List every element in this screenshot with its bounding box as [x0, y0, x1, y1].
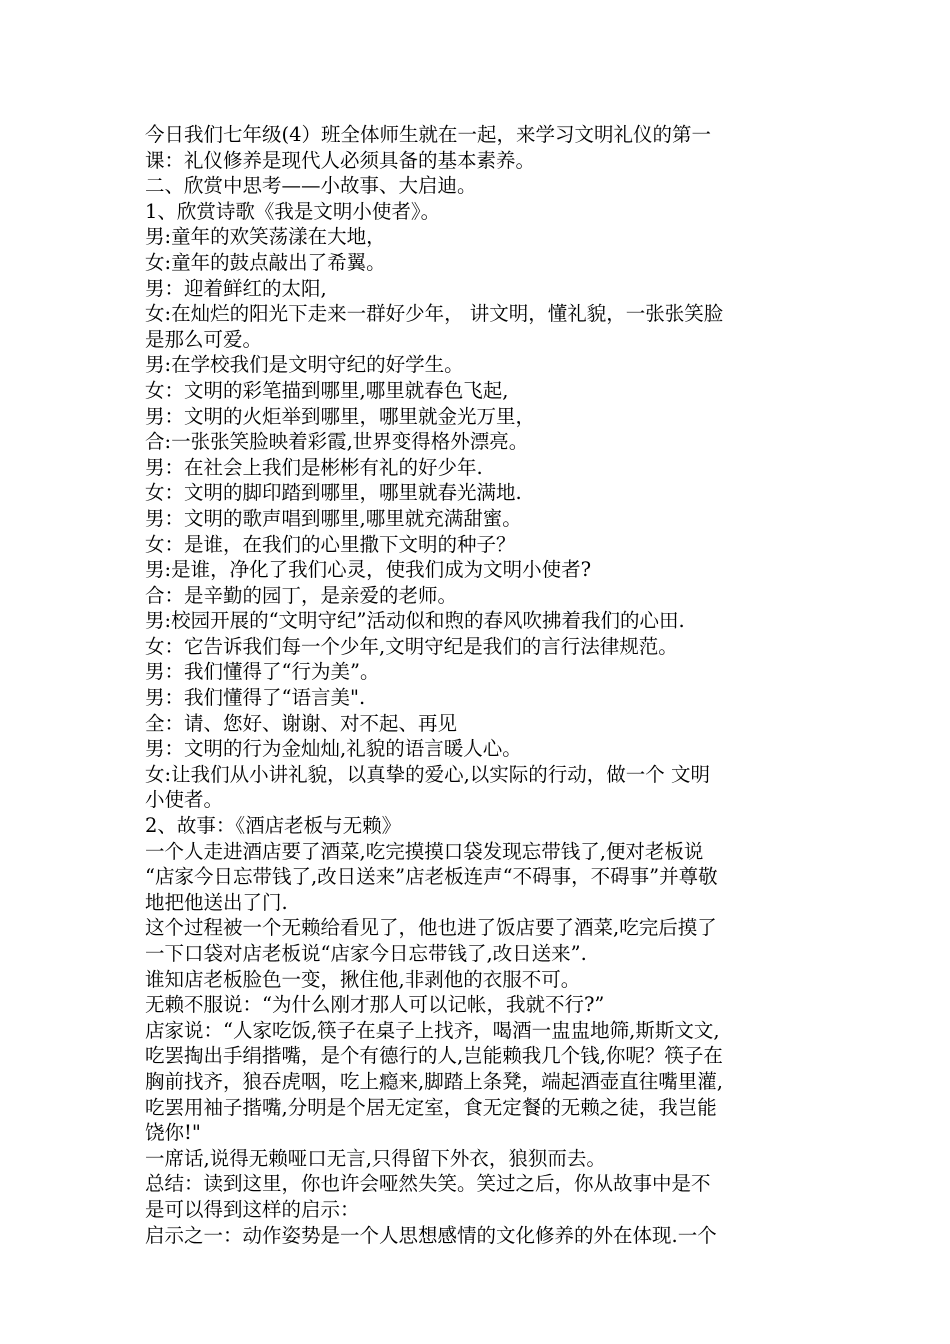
story-line: 地把他送出了门. — [145, 890, 288, 914]
story-line: 一席话,说得无赖哑口无言,只得留下外衣，狼狈而去。 — [145, 1146, 606, 1170]
poem-line: 小使者。 — [145, 788, 224, 812]
poem-line: 女：文明的脚印踏到哪里，哪里就春光满地. — [145, 481, 522, 505]
story-line: 胸前找齐，狼吞虎咽，吃上瘾来,脚踏上条凳，端起酒壶直往嘴里灌, — [145, 1069, 723, 1093]
poem-line: 男：文明的行为金灿灿,礼貌的语言暖人心。 — [145, 737, 522, 761]
story-line: 吃罢用袖子揩嘴,分明是个居无定室，食无定餐的无赖之徒，我岂能 — [145, 1095, 717, 1119]
poem-line: 男：在社会上我们是彬彬有礼的好少年. — [145, 455, 483, 479]
poem-line: 男：我们懂得了“语言美". — [145, 686, 366, 710]
document-body — [145, 122, 813, 1248]
poem-line: 男:校园开展的“文明守纪”活动似和煦的春风吹拂着我们的心田. — [145, 609, 685, 633]
poem-line: 男：迎着鲜红的太阳, — [145, 276, 327, 300]
poem-line: 全：请、您好、谢谢、对不起、再见 — [145, 711, 458, 735]
poem-line: 女：是谁，在我们的心里撒下文明的种子？ — [145, 532, 516, 556]
poem-line: 男：文明的火炬举到哪里，哪里就金光万里， — [145, 404, 536, 428]
insight-line: 启示之一：动作姿势是一个人思想感情的文化修养的外在体现.一个 — [145, 1223, 717, 1247]
poem-line: 女:在灿烂的阳光下走来一群好少年， 讲文明，懂礼貌，一张张笑脸 — [145, 302, 724, 326]
poem-line: 女:让我们从小讲礼貌，以真挚的爱心,以实际的行动，做一个 文明 — [145, 762, 710, 786]
story-line: 谁知店老板脸色一变，揪住他,非剥他的衣服不可。 — [145, 967, 581, 991]
poem-line: 男:在学校我们是文明守纪的好学生。 — [145, 353, 464, 377]
poem-line: 合：是辛勤的园丁，是亲爱的老师。 — [145, 583, 458, 607]
poem-line: 女：它告诉我们每一个少年,文明守纪是我们的言行法律规范。 — [145, 634, 678, 658]
story-line: 店家说：“人家吃饭,筷子在桌子上找齐，喝酒一盅盅地筛,斯斯文文, — [145, 1018, 720, 1042]
poem-line: 是那么可爱。 — [145, 327, 263, 351]
poem-line: 男：我们懂得了“行为美”。 — [145, 660, 380, 684]
story-line: “店家今日忘带钱了,改日送来”店老板连声“不碍事，不碍事”并尊敬 — [145, 865, 718, 889]
poem-line: 男:童年的欢笑荡漾在大地， — [145, 225, 386, 249]
poem-line: 合:一张张笑脸映着彩霞,世界变得格外漂亮。 — [145, 430, 529, 454]
summary-line: 总结：读到这里，你也许会哑然失笑。笑过之后，你从故事中是不 — [145, 1172, 711, 1196]
story-line: 吃罢掏出手绢揩嘴，是个有德行的人,岂能赖我几个钱,你呢？筷子在 — [145, 1044, 723, 1068]
text-line: 课：礼仪修养是现代人必须具备的基本素养。 — [145, 148, 536, 172]
subsection-heading: 2、故事：《酒店老板与无赖》 — [145, 814, 402, 838]
story-line: 无赖不服说：“为什么刚才那人可以记帐，我就不行?” — [145, 993, 605, 1017]
text-line: 今日我们七年级(4）班全体师生就在一起，来学习文明礼仪的第一 — [145, 123, 712, 146]
story-line: 这个过程被一个无赖给看见了，他也进了饭店要了酒菜,吃完后摸了 — [145, 916, 717, 940]
section-heading: 二、欣赏中思考——小故事、大启迪。 — [145, 174, 477, 198]
poem-line: 女:童年的鼓点敲出了希翼。 — [145, 250, 386, 274]
story-line: 饶你!" — [145, 1121, 201, 1145]
story-line: 一下口袋对店老板说“店家今日忘带钱了,改日送来”. — [145, 942, 587, 965]
poem-line: 男：文明的歌声唱到哪里,哪里就充满甜蜜。 — [145, 506, 522, 530]
poem-line: 男:是谁，净化了我们心灵，使我们成为文明小使者? — [145, 558, 592, 582]
summary-line: 是可以得到这样的启示： — [145, 1197, 360, 1221]
story-line: 一个人走进酒店要了酒菜,吃完摸摸口袋发现忘带钱了,便对老板说 — [145, 839, 704, 863]
poem-line: 女：文明的彩笔描到哪里,哪里就春色飞起, — [145, 378, 509, 402]
subsection-heading: 1、欣赏诗歌《我是文明小使者》。 — [145, 199, 441, 223]
